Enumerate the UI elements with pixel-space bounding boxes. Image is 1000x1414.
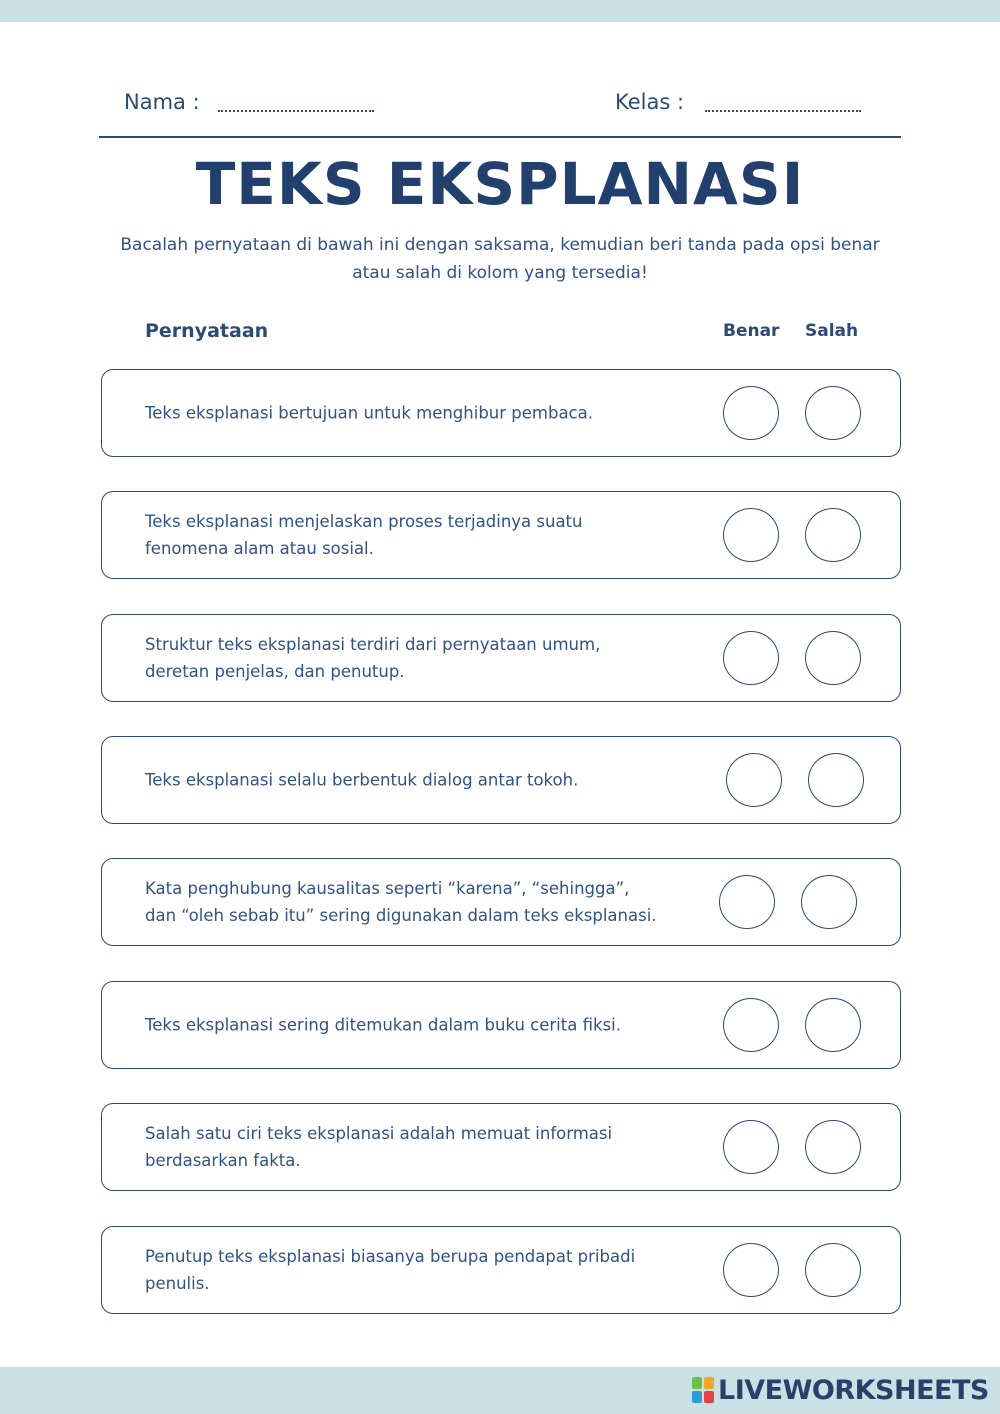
false-option-circle[interactable] bbox=[808, 753, 864, 807]
false-option-circle[interactable] bbox=[805, 1120, 861, 1174]
false-option-circle[interactable] bbox=[805, 508, 861, 562]
brand-name: LIVEWORKSHEETS bbox=[718, 1374, 989, 1406]
statement-card-3 bbox=[101, 614, 901, 702]
liveworksheets-logo bbox=[692, 1374, 989, 1406]
liveworksheets-logo-icon bbox=[692, 1377, 714, 1403]
false-option-circle[interactable] bbox=[801, 875, 857, 929]
statement-card-8 bbox=[101, 1226, 901, 1314]
header-divider bbox=[99, 136, 901, 138]
true-option-circle[interactable] bbox=[723, 998, 779, 1052]
page-title: TEKS EKSPLANASI bbox=[195, 150, 805, 218]
statement-text: Teks eksplanasi sering ditemukan dalam buku cerita fiksi. bbox=[145, 1015, 621, 1035]
top-band bbox=[0, 0, 1000, 22]
false-option-circle[interactable] bbox=[805, 631, 861, 685]
class-input-line[interactable] bbox=[705, 110, 861, 112]
true-option-circle[interactable] bbox=[726, 753, 782, 807]
false-option-circle[interactable] bbox=[805, 386, 861, 440]
false-option-circle[interactable] bbox=[805, 1243, 861, 1297]
statement-text: Penutup teks eksplanasi biasanya berupa pendapat pribadi penulis. bbox=[145, 1247, 636, 1293]
true-option-circle[interactable] bbox=[723, 508, 779, 562]
true-option-circle[interactable] bbox=[723, 631, 779, 685]
statement-text: Struktur teks eksplanasi terdiri dari pernyataan umum, deretan penjelas, dan penutup. bbox=[145, 635, 601, 681]
statement-card-1 bbox=[101, 369, 901, 457]
statement-text: Salah satu ciri teks eksplanasi adalah memuat informasi berdasarkan fakta. bbox=[145, 1124, 613, 1170]
true-option-circle[interactable] bbox=[723, 1120, 779, 1174]
column-header-false: Salah bbox=[805, 321, 859, 341]
statement-text: Teks eksplanasi menjelaskan proses terjadinya suatu fenomena alam atau sosial. bbox=[145, 512, 583, 558]
statement-text: Teks eksplanasi selalu berbentuk dialog antar tokoh. bbox=[145, 770, 579, 790]
true-option-circle[interactable] bbox=[723, 386, 779, 440]
instruction-text: Bacalah pernyataan di bawah ini dengan saksama, kemudian beri tanda pada opsi benar atau salah di kolom yang tersedia! bbox=[120, 235, 880, 283]
statement-card-5 bbox=[101, 858, 901, 946]
name-input-line[interactable] bbox=[218, 110, 374, 112]
statement-card-6 bbox=[101, 981, 901, 1069]
statement-card-2 bbox=[101, 491, 901, 579]
true-option-circle[interactable] bbox=[723, 1243, 779, 1297]
true-option-circle[interactable] bbox=[719, 875, 775, 929]
false-option-circle[interactable] bbox=[805, 998, 861, 1052]
statement-card-4 bbox=[101, 736, 901, 824]
column-header-true: Benar bbox=[723, 321, 780, 341]
name-label: Nama : bbox=[124, 90, 200, 114]
statement-text: Teks eksplanasi bertujuan untuk menghibur pembaca. bbox=[145, 403, 593, 423]
column-header-statement: Pernyataan bbox=[145, 320, 269, 342]
statement-text: Kata penghubung kausalitas seperti “karena”, “sehingga”, dan “oleh sebab itu” sering digunakan dalam teks eksplanasi. bbox=[145, 879, 657, 925]
statement-card-7 bbox=[101, 1103, 901, 1191]
class-label: Kelas : bbox=[615, 90, 685, 114]
